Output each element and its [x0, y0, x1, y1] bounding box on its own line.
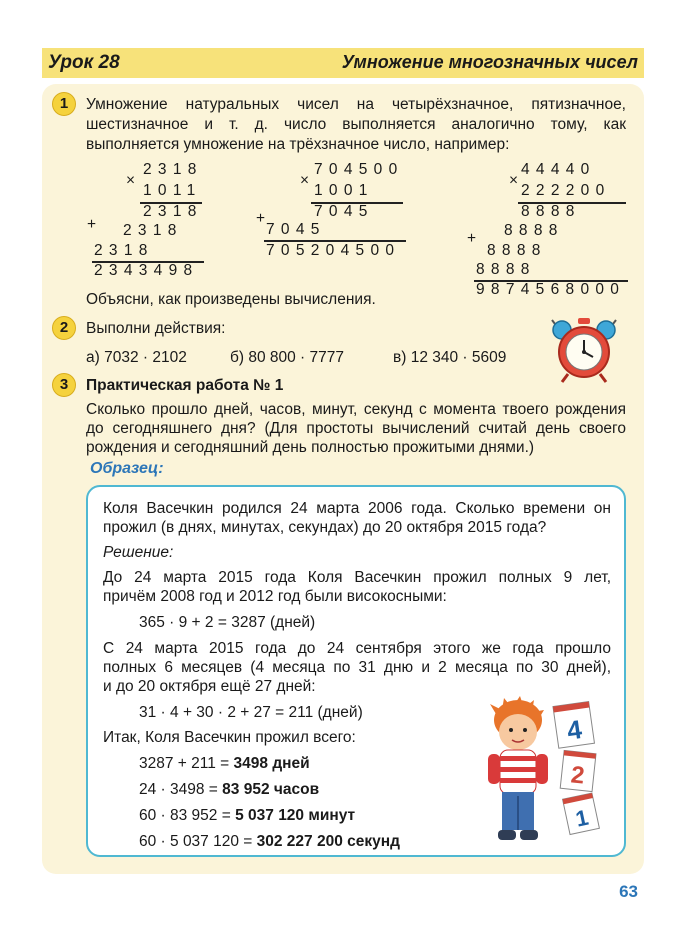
task-1-line-3: выполняется умножение на трёхзначное число, например: [86, 136, 510, 153]
product: 9874568000 [476, 281, 626, 298]
plus-sign: + [87, 216, 103, 233]
task-1-question: Объясни, как произведены вычисления. [86, 291, 376, 308]
calendar-page-4: 4 [565, 713, 584, 746]
formula-2: 31 · 4 + 30 · 2 + 27 = 211 (дней) [139, 704, 363, 721]
sample-intro-line-2: прожил (в днях, минутах, секундах) до 20 октября 2015 года? [103, 519, 547, 536]
solution-label-text: Решение [103, 544, 170, 561]
sample-label: Образец: [90, 460, 164, 477]
task-1-line-2: шестизначное и т. д. число выполняется аналогично тому, как [86, 116, 626, 133]
partial-product: 7045 [314, 203, 374, 220]
alarm-clock-icon [548, 314, 620, 386]
multiplicand: 44440 [521, 161, 596, 178]
sample-para2-line-1: С 24 марта 2015 года до 24 сентября этого же года прошло [103, 640, 611, 657]
task-3-line-1: Сколько прошло дней, часов, минут, секунд с момента твоего рождения [86, 401, 626, 418]
result-expr: 60 · 5 037 120 = [139, 833, 257, 850]
multiplicand: 2318 [143, 161, 203, 178]
task-3-line-3: рождения и сегодняшний день полностью прожитыми днями.) [86, 439, 535, 456]
formula-1: 365 · 9 + 2 = 3287 (дней) [139, 614, 316, 631]
calendar-page-1: 1 [573, 804, 591, 832]
lesson-number: Урок 28 [48, 52, 120, 73]
page-number: 63 [619, 882, 638, 901]
plus-sign: + [467, 230, 483, 247]
result-expr: 60 · 83 952 = [139, 807, 236, 824]
solution-label: Решение: [103, 544, 174, 561]
multiplier: 222200 [521, 182, 611, 199]
calendar-page-icon [560, 750, 596, 791]
task-3-title: Практическая работа № 1 [86, 377, 284, 394]
task-2-text: Выполни действия: [86, 320, 226, 337]
summary: Итак, Коля Васечкин прожил всего: [103, 729, 356, 746]
result-expr: 24 · 3498 = [139, 781, 223, 798]
result-seconds [139, 832, 400, 851]
result-value: 302 227 200 секунд [256, 833, 400, 850]
mult-sign: × [126, 172, 142, 189]
calendar-page-icon [553, 702, 594, 749]
result-days [139, 754, 310, 773]
partial-product: 8888 [504, 222, 564, 239]
calendar-page-2: 2 [569, 761, 586, 790]
partial-product: 2318 [123, 222, 183, 239]
multiplier: 1011 [143, 182, 202, 199]
partial-product: 2318 [94, 242, 154, 259]
result-hours [139, 780, 319, 799]
task-2-item-b: б) 80 800 · 7777 [230, 349, 345, 366]
task-1-line-1: Умножение натуральных чисел на четырёхзначное, пятизначное, [86, 96, 626, 113]
task-3-badge: 3 [52, 373, 76, 397]
plus-sign: + [256, 210, 272, 227]
partial-product: 7045 [266, 221, 326, 238]
sample-para1-line-2: причём 2008 год и 2012 год были високосными: [103, 588, 447, 605]
partial-product: 8888 [521, 203, 581, 220]
sample-para2-line-3: и до 20 октября ещё 27 дней: [103, 678, 316, 695]
boy-illustration [468, 692, 618, 852]
partial-product: 8888 [487, 242, 547, 259]
lesson-header [42, 48, 644, 78]
lesson-topic: Умножение многозначных чисел [341, 52, 638, 72]
multiplier: 1001 [314, 182, 374, 199]
result-minutes [139, 806, 355, 825]
sample-intro-line-1: Коля Васечкин родился 24 марта 2006 года. Сколько времени он [103, 500, 611, 517]
multiplicand: 704500 [314, 161, 404, 178]
product: 705204500 [266, 242, 401, 259]
result-value: 5 037 120 минут [235, 807, 356, 824]
partial-product: 8888 [476, 261, 536, 278]
sample-para2-line-2: полных 6 месяцев (4 месяца по 31 дню и 2 месяца по 30 дней), [103, 659, 611, 676]
result-value: 83 952 часов [222, 781, 320, 798]
result-expr: 3287 + 211 = [139, 755, 234, 772]
mult-sign: × [300, 172, 316, 189]
task-2-badge: 2 [52, 316, 76, 340]
result-value: 3498 дней [233, 755, 310, 772]
task-1-badge: 1 [52, 92, 76, 116]
product: 2343498 [94, 262, 199, 279]
task-2-item-c: в) 12 340 · 5609 [393, 349, 507, 366]
task-3-line-2: до сегодняшнего дня? (Для простоты вычислений считай день своего [86, 420, 626, 437]
partial-product: 2318 [143, 203, 203, 220]
sample-para1-line-1: До 24 марта 2015 года Коля Васечкин прожил полных 9 лет, [103, 569, 611, 586]
mult-sign: × [509, 172, 525, 189]
task-2-item-a: а) 7032 · 2102 [86, 349, 187, 366]
calendar-page-icon [563, 793, 600, 834]
